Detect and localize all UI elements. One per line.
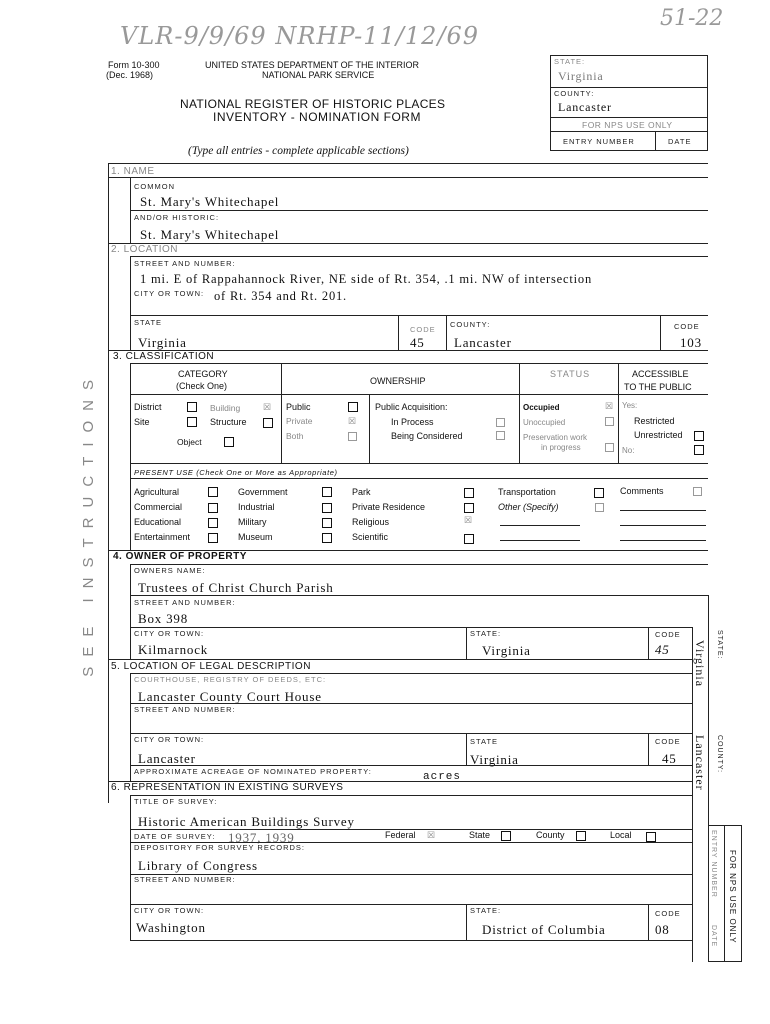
comments-label: Comments xyxy=(620,486,664,496)
use-other: Other (Specify) xyxy=(498,502,559,512)
legal-city: Lancaster xyxy=(138,751,196,766)
owner-state: Virginia xyxy=(482,643,531,658)
government-checkbox[interactable] xyxy=(322,487,332,497)
acres-label: acres xyxy=(423,771,462,783)
structure-checkbox[interactable] xyxy=(263,418,273,428)
access-restricted: Restricted xyxy=(634,416,675,426)
form-subtitle: INVENTORY - NOMINATION FORM xyxy=(213,110,421,124)
strip-county-value: Lancaster xyxy=(693,735,707,791)
strip-entry-number: ENTRY NUMBER xyxy=(710,830,717,898)
handwritten-number: 51-22 xyxy=(660,6,724,31)
strip-date: DATE xyxy=(710,925,717,948)
depository-state-label: STATE: xyxy=(470,906,502,915)
legal-code-label: CODE xyxy=(655,737,681,746)
in-process-checkbox[interactable] xyxy=(496,418,505,427)
owner-city: Kilmarnock xyxy=(138,642,209,657)
depository-state: District of Columbia xyxy=(482,922,606,937)
comments-checkbox[interactable] xyxy=(693,487,702,496)
status-unoccupied: Unoccupied xyxy=(523,418,566,427)
nps-county-value: Lancaster xyxy=(558,100,612,114)
access-no: No: xyxy=(622,446,635,455)
location-state-code-label: CODE xyxy=(410,325,436,334)
status-in-progress: in progress xyxy=(541,443,581,452)
historic-label: AND/OR HISTORIC: xyxy=(134,213,220,222)
location-street-label: STREET AND NUMBER: xyxy=(134,259,236,268)
location-state: Virginia xyxy=(138,335,187,350)
category-building: Building xyxy=(210,403,241,413)
building-checkbox[interactable]: ☒ xyxy=(263,402,272,412)
district-checkbox[interactable] xyxy=(187,402,197,412)
section-surveys-title: 6. REPRESENTATION IN EXISTING SURVEYS xyxy=(111,782,344,793)
object-checkbox[interactable] xyxy=(224,437,234,447)
department-name: UNITED STATES DEPARTMENT OF THE INTERIOR xyxy=(205,60,420,70)
location-county-code-label: CODE xyxy=(674,322,700,331)
status-preservation: Preservation work xyxy=(523,433,588,442)
common-name: St. Mary's Whitechapel xyxy=(140,194,280,209)
location-city-label: CITY OR TOWN: xyxy=(134,289,205,298)
owner-state-label: STATE: xyxy=(470,629,502,638)
form-number: Form 10-300 xyxy=(108,60,160,70)
nps-entry-number: ENTRY NUMBER xyxy=(563,137,635,146)
public-acquisition-label: Public Acquisition: xyxy=(375,402,448,412)
use-commercial: Commercial xyxy=(134,502,183,512)
survey-date-label: DATE OF SURVEY: xyxy=(134,832,216,841)
category-structure: Structure xyxy=(210,417,247,427)
survey-title: Historic American Buildings Survey xyxy=(138,814,355,829)
nps-state-value: Virginia xyxy=(558,69,604,83)
location-county-label: COUNTY: xyxy=(450,320,491,329)
category-object: Object xyxy=(177,437,202,447)
military-checkbox[interactable] xyxy=(322,518,332,528)
survey-title-label: TITLE OF SURVEY: xyxy=(134,797,218,806)
access-yes: Yes: xyxy=(622,401,638,410)
legal-city-label: CITY OR TOWN: xyxy=(134,735,205,744)
survey-local-label: Local xyxy=(610,830,632,840)
survey-date: 1937, 1939 xyxy=(228,830,295,845)
nps-date: DATE xyxy=(668,137,692,146)
legal-street-label: STREET AND NUMBER: xyxy=(134,705,236,714)
survey-state-label: State xyxy=(469,830,491,840)
acreage-label: APPROXIMATE ACREAGE OF NOMINATED PROPERTY: xyxy=(134,767,372,776)
site-checkbox[interactable] xyxy=(187,417,197,427)
use-private-residence: Private Residence xyxy=(352,502,426,512)
ownership-header: OWNERSHIP xyxy=(370,376,426,386)
section-name-title: 1. NAME xyxy=(111,166,155,177)
form-date: (Dec. 1968) xyxy=(106,70,154,80)
location-state-label: STATE xyxy=(134,318,163,327)
owner-street: Box 398 xyxy=(138,611,189,626)
section-owner-title: 4. OWNER OF PROPERTY xyxy=(113,551,247,562)
strip-state-value: Virginia xyxy=(693,640,707,688)
use-museum: Museum xyxy=(238,532,273,542)
other-checkbox[interactable] xyxy=(595,503,604,512)
local-survey-checkbox[interactable] xyxy=(646,832,656,842)
nps-state-label: STATE: xyxy=(554,57,586,66)
section-legal-title: 5. LOCATION OF LEGAL DESCRIPTION xyxy=(111,661,311,672)
entertainment-checkbox[interactable] xyxy=(208,533,218,543)
museum-checkbox[interactable] xyxy=(322,533,332,543)
both-checkbox[interactable] xyxy=(348,432,357,441)
owner-name: Trustees of Christ Church Parish xyxy=(138,580,334,595)
location-state-code: 45 xyxy=(410,335,425,350)
service-name: NATIONAL PARK SERVICE xyxy=(262,70,375,80)
ownership-private: Private xyxy=(286,416,313,426)
location-county-code: 103 xyxy=(680,335,702,350)
common-label: COMMON xyxy=(134,182,175,191)
ownership-public: Public xyxy=(286,402,311,412)
handwritten-dates: VLR-9/9/69 NRHP-11/12/69 xyxy=(120,22,480,50)
owner-street-label: STREET AND NUMBER: xyxy=(134,598,236,607)
see-instructions-text: SEE INSTRUCTIONS xyxy=(80,370,97,677)
park-checkbox[interactable] xyxy=(464,488,474,498)
agricultural-checkbox[interactable] xyxy=(208,487,218,497)
accessible-header: ACCESSIBLE xyxy=(632,369,689,379)
category-site: Site xyxy=(134,417,150,427)
depository-city: Washington xyxy=(136,920,206,935)
legal-state: Virginia xyxy=(470,752,519,767)
strip-county-label: COUNTY: xyxy=(716,735,723,774)
acquisition-being-considered: Being Considered xyxy=(391,431,463,441)
preservation-checkbox[interactable] xyxy=(605,443,614,452)
federal-checkbox[interactable]: ☒ xyxy=(427,830,436,840)
survey-county-label: County xyxy=(536,830,565,840)
use-military: Military xyxy=(238,517,267,527)
legal-state-label: STATE xyxy=(470,737,499,746)
use-park: Park xyxy=(352,487,371,497)
owner-code-label: CODE xyxy=(655,630,681,639)
transportation-checkbox[interactable] xyxy=(594,488,604,498)
nps-use-only: FOR NPS USE ONLY xyxy=(582,120,673,130)
being-considered-checkbox[interactable] xyxy=(496,431,505,440)
depository-city-label: CITY OR TOWN: xyxy=(134,906,205,915)
courthouse-label: COURTHOUSE, REGISTRY OF DEEDS, ETC: xyxy=(134,675,327,684)
use-scientific: Scientific xyxy=(352,532,389,542)
location-street: 1 mi. E of Rappahannock River, NE side of Rt. 354, .1 mi. NW of intersection xyxy=(140,272,593,286)
strip-state-label: STATE: xyxy=(716,630,723,660)
use-government: Government xyxy=(238,487,288,497)
location-city: of Rt. 354 and Rt. 201. xyxy=(214,289,347,303)
use-religious: Religious xyxy=(352,517,390,527)
owner-city-label: CITY OR TOWN: xyxy=(134,629,205,638)
owner-code: 45 xyxy=(655,642,670,657)
depository-code: 08 xyxy=(655,922,670,937)
use-entertainment: Entertainment xyxy=(134,532,191,542)
acquisition-in-process: In Process xyxy=(391,417,434,427)
depository-value: Library of Congress xyxy=(138,858,258,873)
unoccupied-checkbox[interactable] xyxy=(605,417,614,426)
depository-street-label: STREET AND NUMBER: xyxy=(134,875,236,884)
commercial-checkbox[interactable] xyxy=(208,503,218,513)
unrestricted-checkbox[interactable] xyxy=(694,431,704,441)
depository-label: DEPOSITORY FOR SURVEY RECORDS: xyxy=(134,843,306,852)
use-transportation: Transportation xyxy=(498,487,556,497)
strip-nps-use-only: FOR NPS USE ONLY xyxy=(728,850,737,944)
no-access-checkbox[interactable] xyxy=(694,445,704,455)
private-checkbox[interactable]: ☒ xyxy=(348,416,357,426)
use-educational: Educational xyxy=(134,517,182,527)
status-occupied: Occupied xyxy=(523,403,560,412)
historic-name: St. Mary's Whitechapel xyxy=(140,227,280,242)
occupied-checkbox[interactable]: ☒ xyxy=(605,401,614,411)
use-agricultural: Agricultural xyxy=(134,487,180,497)
category-subheader: (Check One) xyxy=(176,381,228,391)
state-survey-checkbox[interactable] xyxy=(501,831,511,841)
accessible-subheader: TO THE PUBLIC xyxy=(624,382,692,392)
access-unrestricted: Unrestricted xyxy=(634,430,683,440)
religious-checkbox[interactable]: ☒ xyxy=(464,515,473,525)
public-checkbox[interactable] xyxy=(348,402,358,412)
section-location-title: 2. LOCATION xyxy=(111,244,178,255)
form-title: NATIONAL REGISTER OF HISTORIC PLACES xyxy=(180,97,446,111)
courthouse-value: Lancaster County Court House xyxy=(138,689,322,704)
county-survey-checkbox[interactable] xyxy=(576,831,586,841)
section-classification-title: 3. CLASSIFICATION xyxy=(113,351,215,362)
status-header: STATUS xyxy=(550,369,591,379)
owner-name-label: OWNERS NAME: xyxy=(134,566,206,575)
category-district: District xyxy=(134,402,162,412)
private-residence-checkbox[interactable] xyxy=(464,503,474,513)
survey-federal-label: Federal xyxy=(385,830,416,840)
legal-code: 45 xyxy=(662,751,677,766)
nps-county-label: COUNTY: xyxy=(554,89,595,98)
scientific-checkbox[interactable] xyxy=(464,534,474,544)
depository-code-label: CODE xyxy=(655,909,681,918)
use-industrial: Industrial xyxy=(238,502,275,512)
form-instructions: (Type all entries - complete applicable sections) xyxy=(188,145,409,157)
category-header: CATEGORY xyxy=(178,369,228,379)
location-county: Lancaster xyxy=(454,335,512,350)
present-use-label: PRESENT USE (Check One or More as Appropriate) xyxy=(134,468,338,477)
educational-checkbox[interactable] xyxy=(208,518,218,528)
ownership-both: Both xyxy=(286,431,304,441)
industrial-checkbox[interactable] xyxy=(322,503,332,513)
